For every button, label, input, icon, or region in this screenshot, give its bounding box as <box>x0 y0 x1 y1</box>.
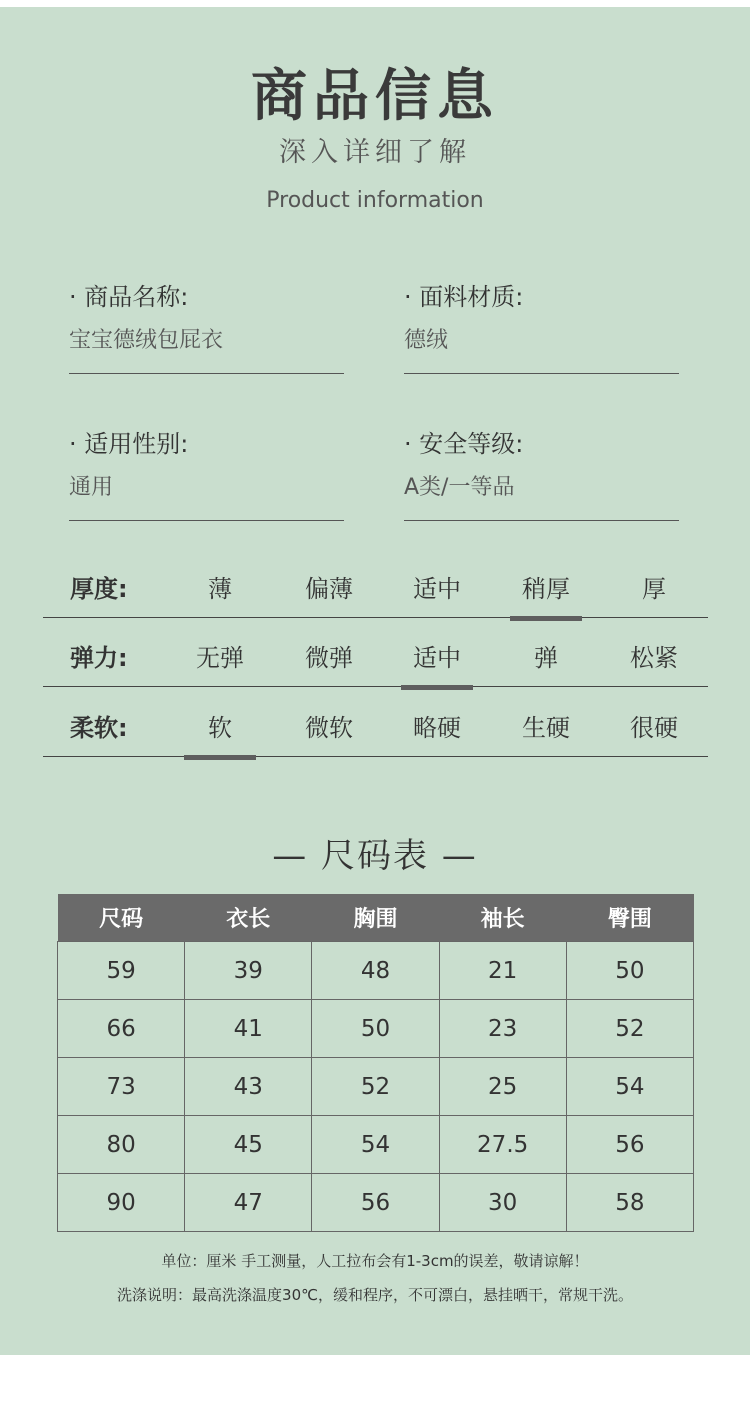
info-material <box>404 282 679 356</box>
attribute-option: 弹 <box>534 644 558 672</box>
page-title: 商品信息 <box>251 64 499 129</box>
info-label: · 适用性别: <box>69 430 189 458</box>
attribute-option: 厚 <box>642 575 666 603</box>
attribute-option: 生硬 <box>522 714 570 742</box>
table-row <box>58 1058 694 1116</box>
table-cell: 80 <box>58 1116 185 1174</box>
attribute-option: 软 <box>208 714 232 742</box>
column-header: 胸围 <box>312 894 439 942</box>
selected-marker <box>401 685 473 690</box>
info-safety-level <box>404 429 679 503</box>
table-cell: 47 <box>185 1174 312 1232</box>
info-product-name <box>69 282 344 356</box>
attribute-option: 微软 <box>305 714 353 742</box>
info-value: 德绒 <box>404 328 449 353</box>
table-cell: 56 <box>312 1174 439 1232</box>
column-header: 臀围 <box>566 894 693 942</box>
attribute-row-thickness <box>43 557 708 618</box>
selected-marker <box>184 755 256 760</box>
attribute-option: 偏薄 <box>305 575 353 603</box>
table-cell: 73 <box>58 1058 185 1116</box>
unit-note: 单位：厘米 手工测量，人工拉布会有1-3cm的误差，敬请谅解！ <box>161 1252 589 1270</box>
info-value: 宝宝德绒包屁衣 <box>69 328 224 353</box>
table-row <box>58 1000 694 1058</box>
divider <box>404 373 679 374</box>
divider <box>404 520 679 521</box>
column-header: 衣长 <box>185 894 312 942</box>
selected-marker <box>510 616 582 621</box>
table-cell: 90 <box>58 1174 185 1232</box>
attribute-row-softness <box>43 696 708 757</box>
attribute-option: 略硬 <box>413 714 461 742</box>
table-cell: 56 <box>566 1116 693 1174</box>
attribute-row-elasticity <box>43 626 708 687</box>
table-cell: 21 <box>439 942 566 1000</box>
table-cell: 48 <box>312 942 439 1000</box>
info-gender <box>69 429 344 503</box>
table-row <box>58 942 694 1000</box>
size-chart-table <box>57 894 694 1232</box>
column-header: 袖长 <box>439 894 566 942</box>
info-label: · 商品名称: <box>69 283 189 311</box>
info-value: A类/一等品 <box>404 475 515 500</box>
info-value: 通用 <box>69 475 114 500</box>
table-cell: 50 <box>566 942 693 1000</box>
table-cell: 50 <box>312 1000 439 1058</box>
table-cell: 27.5 <box>439 1116 566 1174</box>
table-cell: 45 <box>185 1116 312 1174</box>
attribute-option: 薄 <box>208 575 232 603</box>
table-cell: 58 <box>566 1174 693 1232</box>
table-cell: 52 <box>566 1000 693 1058</box>
attribute-option: 微弹 <box>305 644 353 672</box>
attribute-option: 适中 <box>413 644 461 672</box>
table-header-row <box>58 894 694 942</box>
table-row <box>58 1174 694 1232</box>
table-cell: 23 <box>439 1000 566 1058</box>
attribute-option: 稍厚 <box>522 575 570 603</box>
info-label: · 安全等级: <box>404 430 524 458</box>
attribute-option: 适中 <box>413 575 461 603</box>
divider <box>69 373 344 374</box>
size-chart-heading: — 尺码表 — <box>272 836 478 876</box>
table-cell: 59 <box>58 942 185 1000</box>
attribute-option: 松紧 <box>630 644 678 672</box>
table-cell: 41 <box>185 1000 312 1058</box>
divider <box>69 520 344 521</box>
english-title: Product information <box>266 188 484 213</box>
attribute-label: 柔软: <box>70 714 128 742</box>
table-cell: 66 <box>58 1000 185 1058</box>
page-subtitle: 深入详细了解 <box>279 137 471 168</box>
table-cell: 54 <box>566 1058 693 1116</box>
attribute-label: 厚度: <box>70 575 128 603</box>
table-cell: 52 <box>312 1058 439 1116</box>
info-label: · 面料材质: <box>404 283 524 311</box>
attribute-option: 无弹 <box>196 644 244 672</box>
column-header: 尺码 <box>58 894 185 942</box>
table-cell: 25 <box>439 1058 566 1116</box>
table-cell: 43 <box>185 1058 312 1116</box>
table-cell: 30 <box>439 1174 566 1232</box>
table-cell: 39 <box>185 942 312 1000</box>
attribute-option: 很硬 <box>630 714 678 742</box>
table-cell: 54 <box>312 1116 439 1174</box>
table-row <box>58 1116 694 1174</box>
washing-note: 洗涤说明：最高洗涤温度30℃，缓和程序，不可漂白，悬挂晒干，常规干洗。 <box>117 1286 633 1304</box>
attribute-label: 弹力: <box>70 644 128 672</box>
